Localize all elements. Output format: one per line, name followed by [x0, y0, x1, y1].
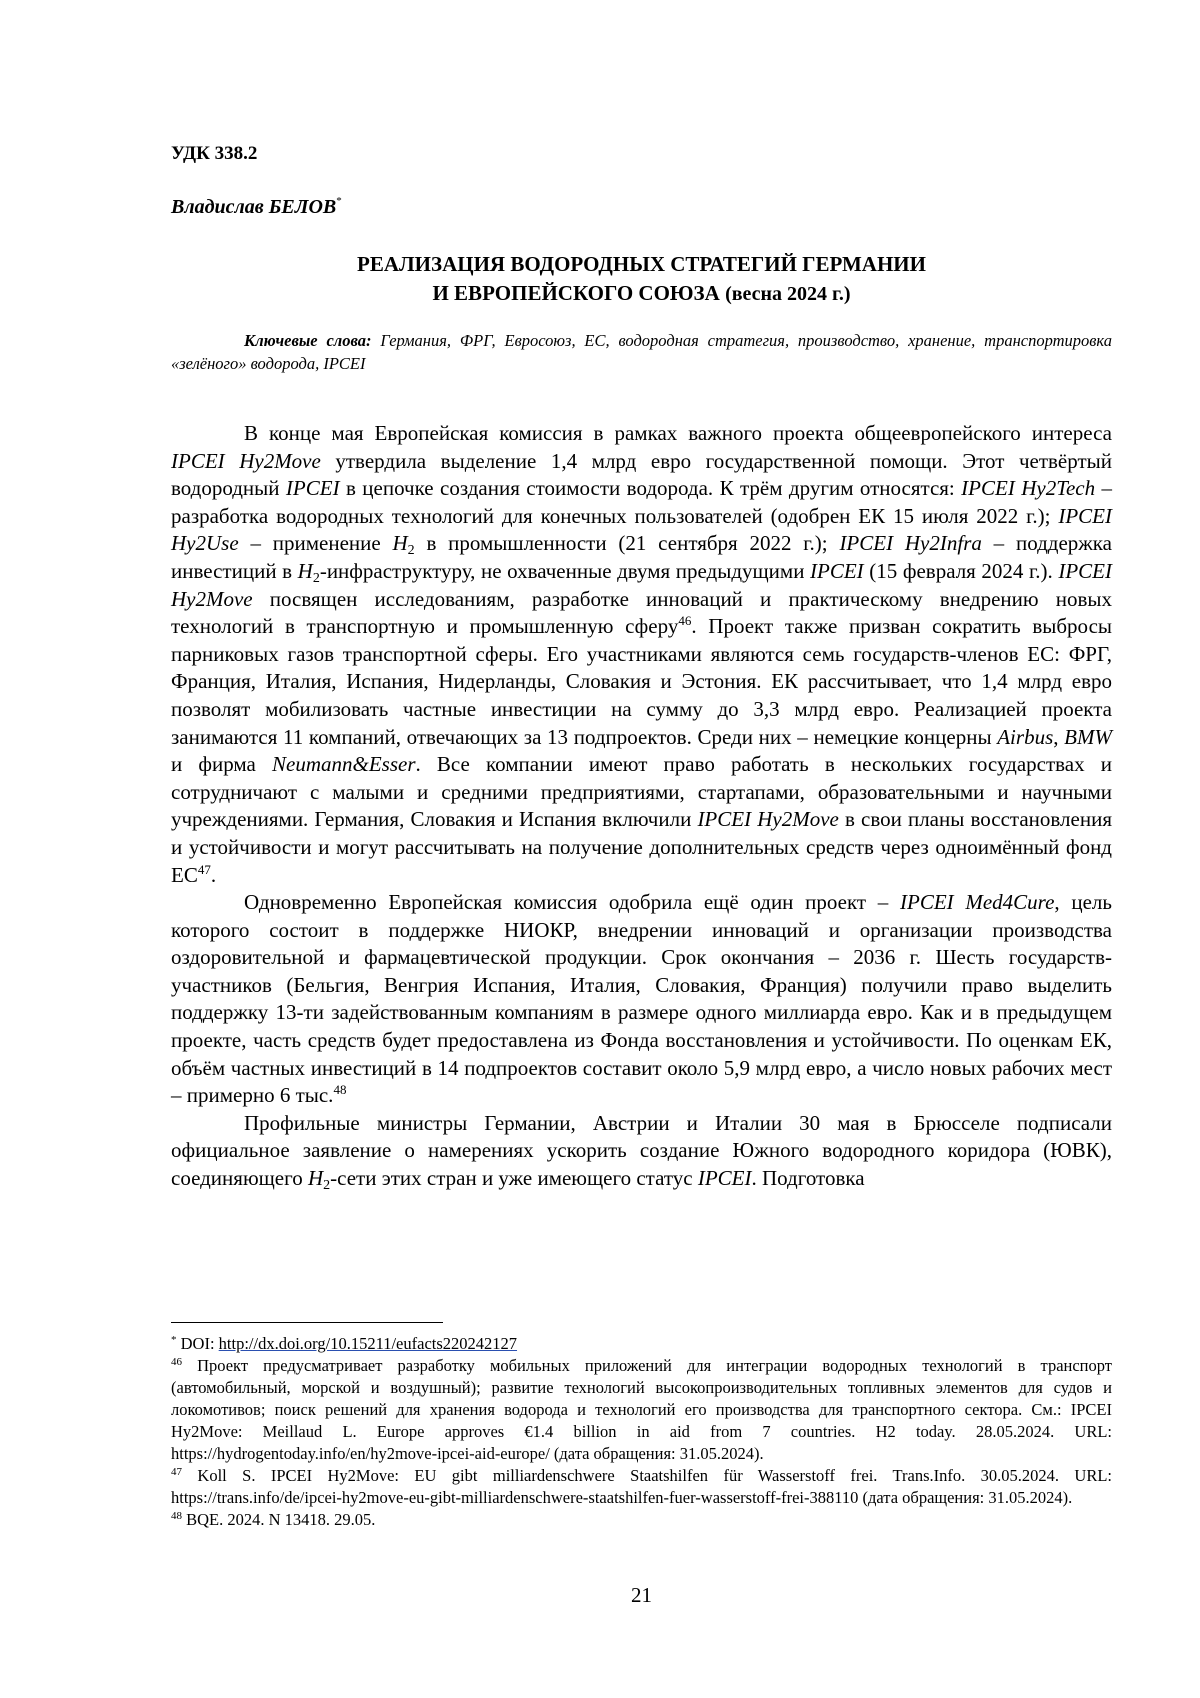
- doi-link[interactable]: http://dx.doi.org/10.15211/eufacts220242127: [218, 1334, 518, 1353]
- doi-label: DOI:: [180, 1334, 219, 1353]
- italic-run: IPCEI Hy2Move: [171, 558, 1112, 611]
- text-run: (15 февраля 2024 г.).: [863, 558, 1059, 583]
- text-run: – разработка водородных технологий для конечных пользователей (одобрен ЕК 15 июля 2022 г.);: [171, 476, 1113, 528]
- italic-run: IPCEI: [697, 1166, 752, 1191]
- text-run: .: [210, 862, 217, 887]
- text-run: посвящен исследованиям, разработке инноваций и практическому внедрению новых технологий в транспортную и промышленную сферу: [171, 586, 1112, 639]
- italic-run: IPCEI Hy2Move: [171, 448, 321, 473]
- text-run: В конце мая Европейская комиссия в рамках важного проекта общеевропейского интереса: [244, 421, 1112, 445]
- footnote-mark: 47: [171, 1466, 182, 1478]
- footnotes-block: [171, 1333, 1112, 1531]
- footnote-doi: [171, 1333, 1112, 1355]
- text-run: в цепочке создания стоимости водорода. К трём другим относятся:: [339, 476, 962, 501]
- article-body: [171, 420, 1112, 1193]
- subscript: 2: [323, 1178, 331, 1194]
- udk-code: УДК 338.2: [171, 143, 258, 164]
- paragraph-1: [171, 420, 1112, 889]
- text-run: и фирма: [171, 752, 273, 777]
- title-line-2-text: И ЕВРОПЕЙСКОГО СОЮЗА: [432, 281, 720, 305]
- subscript: 2: [407, 543, 415, 559]
- italic-run: H: [392, 531, 408, 556]
- text-run: в свои планы восстановления и устойчивости и могут рассчитывать на получение дополнительных средств через одноимённый фонд ЕС: [171, 807, 1112, 887]
- italic-run: IPCEI Hy2Move: [697, 807, 839, 832]
- footnote-ref-47[interactable]: 47: [197, 861, 211, 877]
- text-run: Профильные министры Германии, Австрии и Италии 30 мая в Брюсселе подписали официальное заявление о намерениях ускорить создание Южного водородного коридора (ЮВК), соединяющего: [171, 1110, 1112, 1191]
- text-run: . Все компании имеют право работать в нескольких государствах и сотрудничают с малыми и средними предприятиями, стартапами, образовательными и научными учреждениями. Германия, Словакия и Испания включили: [171, 752, 1112, 832]
- page-number: 21: [631, 1583, 652, 1607]
- paragraph-3: [171, 1110, 1112, 1193]
- footnote-48: [171, 1509, 1112, 1531]
- footnote-text: BQE. 2024. N 13418. 29.05.: [182, 1510, 376, 1529]
- italic-run: IPCEI Hy2Tech: [961, 476, 1096, 501]
- keywords-label: Ключевые слова:: [244, 331, 372, 350]
- paragraph-2: [171, 889, 1112, 1110]
- italic-run: H: [297, 558, 313, 583]
- footnote-text: Koll S. IPCEI Hy2Move: EU gibt milliardenschwere Staatshilfen für Wasserstoff frei. Trans.Info. 30.05.2024. URL: https://trans.info/de/ipcei-hy2move-eu-gibt-milliardenschwere-staatshilfen-fuer-wasserstoff-frei-388110 (дата обращения: 31.05.2024).: [171, 1466, 1112, 1507]
- title-line-2: [171, 279, 1112, 309]
- text-run: – поддержка инвестиций в: [171, 531, 1112, 583]
- text-run: в промышленности (21 сентября 2022 г.);: [414, 531, 840, 556]
- keywords-text: Германия, ФРГ, Евросоюз, ЕС, водородная стратегия, производство, хранение, транспортировка «зелёного» водорода, IPCEI: [171, 331, 1112, 373]
- footnote-mark: 46: [171, 1356, 182, 1368]
- footnote-47: [171, 1465, 1112, 1509]
- author-footnote-mark: *: [336, 195, 342, 207]
- text-run: , цель которого состоит в поддержке НИОКР, внедрении инноваций и организации производства оздоровительной и фармацевтической продукции. Срок окончания – 2036 г. Шесть государств-участников (Бельгия, Венгрия Испания, Италия, Словакия, Франция) получили право выделить поддержку 13-ти задействованным компаниям в размере одного миллиарда евро. Как и в предыдущем проекте, часть средств будет предоставлена из Фонда восстановления и устойчивости. По оценкам ЕК, объём частных инвестиций в 14 подпроектов составит около 5,9 млрд евро, а число новых рабочих мест – примерно 6 тыс.: [171, 890, 1112, 1108]
- text-run: . Проект также призван сократить выбросы парниковых газов транспортной сферы. Его участниками являются семь государств-членов ЕС: ФРГ, Франция, Италия, Испания, Нидерланды, Словакия и Эстония. ЕК рассчитывает, что 1,4 млрд евро позволят мобилизовать частные инвестиции на сумму до 3,3 млрд евро. Реализацией проекта занимаются 11 компаний, отвечающих за 13 подпроектов. Среди них – немецкие концерны: [171, 614, 1112, 749]
- footnote-text: Проект предусматривает разработку мобильных приложений для интеграции водородных технологий в транспорт (автомобильный, морской и воздушный); развитие технологий высокопроизводительных топливных элементов для судов и локомотивов; поиск решений для хранения водорода и технологий его производства для транспортного сектора. См.: IPCEI Hy2Move: Meillaud L. Europe approves €1.4 billion in aid from 7 countries. H2 today. 28.05.2024. URL: https://hydrogentoday.info/en/hy2move-ipcei-aid-europe/ (дата обращения: 31.05.2024).: [171, 1356, 1112, 1463]
- italic-run: IPCEI Hy2Use: [171, 503, 1112, 556]
- text-run: ,: [1053, 724, 1065, 749]
- italic-run: Airbus: [997, 724, 1054, 749]
- title-line-1: РЕАЛИЗАЦИЯ ВОДОРОДНЫХ СТРАТЕГИЙ ГЕРМАНИИ: [357, 252, 926, 276]
- italic-run: IPCEI Hy2Infra: [839, 531, 982, 556]
- text-run: -инфраструктуру, не охваченные двумя предыдущими: [319, 558, 811, 583]
- keywords-block: [171, 329, 1112, 375]
- author-name-text: Владислав БЕЛОВ: [171, 196, 337, 218]
- footnote-ref-48[interactable]: 48: [333, 1082, 347, 1098]
- text-run: Одновременно Европейская комиссия одобрила ещё один проект –: [244, 890, 900, 915]
- text-run: -сети этих стран и уже имеющего статус: [330, 1166, 698, 1191]
- footnote-ref-46[interactable]: 46: [678, 613, 692, 629]
- footnote-mark: *: [171, 1334, 177, 1346]
- italic-run: IPCEI Med4Cure: [900, 890, 1055, 915]
- title-season: (весна 2024 г.): [725, 283, 851, 305]
- italic-run: Neumann&Esser: [272, 752, 416, 777]
- italic-run: H: [307, 1166, 324, 1191]
- article-title: [171, 250, 1112, 309]
- italic-run: BMW: [1064, 724, 1112, 749]
- subscript: 2: [312, 570, 320, 586]
- text-run: утвердила выделение 1,4 млрд евро государственной помощи. Этот четвёртый водородный: [171, 448, 1112, 501]
- text-run: . Подготовка: [751, 1166, 865, 1191]
- italic-run: IPCEI: [810, 558, 864, 583]
- author-name: [171, 196, 342, 219]
- footnote-46: [171, 1355, 1112, 1465]
- text-run: – применение: [238, 531, 393, 556]
- footnote-mark: 48: [171, 1510, 182, 1522]
- footnote-divider: [171, 1322, 443, 1323]
- keywords-line: [171, 329, 1112, 375]
- italic-run: IPCEI: [285, 476, 340, 501]
